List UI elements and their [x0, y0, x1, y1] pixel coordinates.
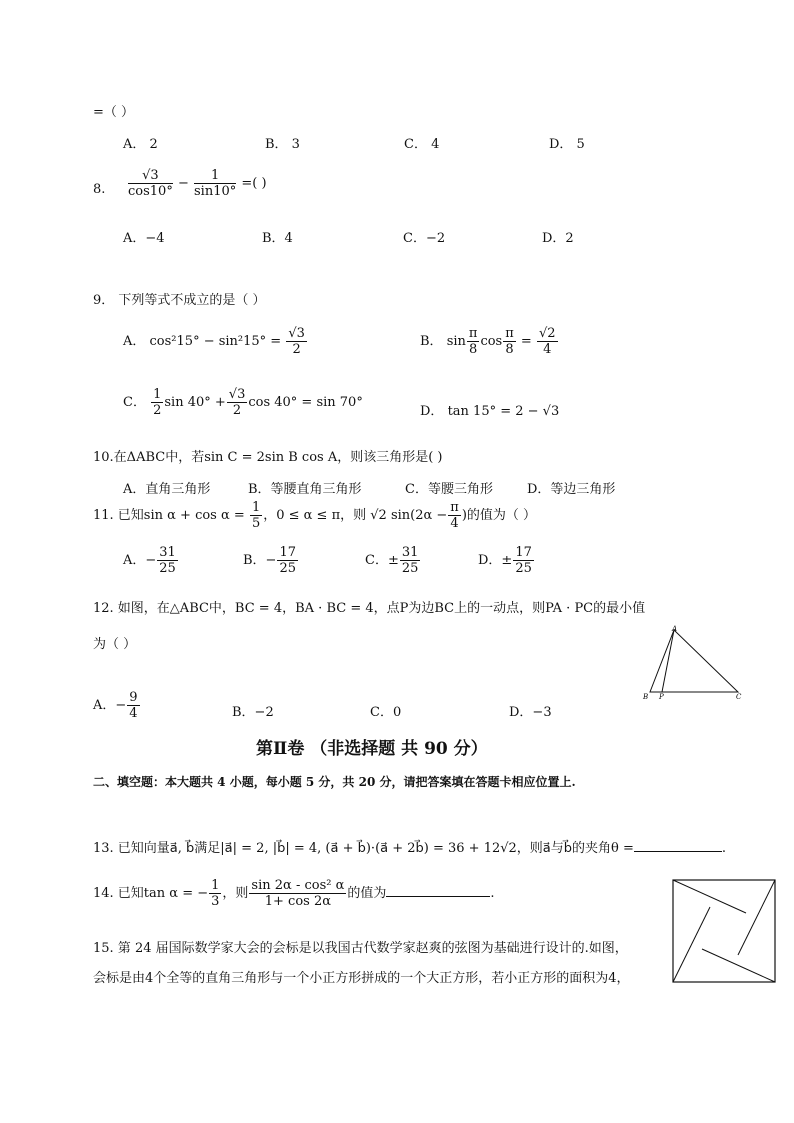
q12-triangle-figure: [640, 624, 750, 702]
figure-label-a: A: [672, 625, 678, 633]
q11-mid: ，0 ≤ α ≤ π，则 √2 sin(2α −: [263, 508, 448, 523]
q8-option-c: C．−2: [403, 231, 446, 246]
q11-option-a: [123, 545, 179, 576]
q8-option-d: D．2: [542, 231, 574, 246]
q8-tail: =( ): [241, 176, 267, 191]
q10-stem: 10.在ΔABC中，若sin C = 2sin B cos A，则该三角形是( ): [93, 450, 443, 465]
q9-d-text: tan 15° = 2 − √3: [447, 404, 560, 419]
q9-b-f2-den: 8: [505, 342, 514, 357]
q7-option-b: B． 3: [265, 137, 300, 152]
q11-d-num: 17: [515, 545, 532, 560]
q15-line1: 15. 第 24 届国际数学家大会的会标是以我国古代数学家赵爽的弦图为基础进行设计的.如图，: [93, 941, 628, 956]
q11-d-label: D．±: [478, 553, 513, 568]
q9-option-b: [420, 326, 559, 357]
q13-stem: [93, 837, 726, 856]
q14-g-num: sin 2α - cos² α: [251, 878, 345, 893]
q7-option-d: D． 5: [549, 137, 585, 152]
q11-option-c: [365, 545, 421, 576]
q9-b-f1-num: π: [468, 326, 478, 341]
q12-a-den: 4: [129, 706, 138, 721]
q13-answer-blank[interactable]: [634, 851, 722, 852]
q11-tail: )的值为（ ）: [461, 508, 537, 523]
figure-label-b: B: [643, 693, 649, 701]
q11-f-num: 1: [251, 500, 261, 515]
q9-c-t1: sin 40° +: [164, 395, 226, 410]
q10-option-c: C．等腰三角形: [405, 482, 493, 497]
q8-frac1-num: √3: [128, 168, 173, 184]
q11-option-b: [243, 545, 299, 576]
q9-c-f1-num: 1: [153, 387, 162, 402]
q8-minus: −: [177, 176, 189, 191]
q8-frac2-den: sin10°: [194, 184, 237, 199]
q9-b-eq: =: [520, 334, 532, 349]
q8-number: 8.: [93, 182, 106, 197]
q15-line2: 会标是由4个全等的直角三角形与一个小正方形拼成的一个大正方形，若小正方形的面积为4，: [93, 971, 630, 986]
q12-option-a: [93, 690, 141, 721]
q12-a-label: A．−: [93, 698, 127, 713]
q12-option-d: D．−3: [509, 705, 552, 720]
q8-frac1-den: cos10°: [128, 184, 173, 199]
q9-a-label: A．: [123, 334, 146, 349]
q13-end: .: [721, 841, 727, 856]
q14-answer-blank[interactable]: [386, 896, 490, 897]
q11-b-den: 25: [279, 561, 296, 576]
q14-stem: [93, 878, 495, 909]
q11-b-num: 17: [279, 545, 296, 560]
q8-option-a: A．−4: [123, 231, 165, 246]
q9-b-sin: sin: [446, 334, 466, 349]
q9-b-f3-den: 4: [543, 342, 552, 357]
q14-f-num: 1: [211, 878, 220, 893]
q12-line2: 为（ ）: [93, 637, 137, 652]
q9-b-label: B．: [420, 334, 443, 349]
q12-option-c: C．0: [370, 705, 402, 720]
q9-c-f2-den: 2: [232, 403, 242, 418]
q9-c-t2: cos 40° = sin 70°: [248, 395, 363, 410]
q12-option-b: B．−2: [232, 705, 274, 720]
q11-c-label: C．±: [365, 553, 399, 568]
q9-c-f2-num: √3: [228, 387, 246, 402]
q8-option-b: B．4: [262, 231, 293, 246]
q12-a-num: 9: [129, 690, 138, 705]
q11-option-d: [478, 545, 535, 576]
q11-f-den: 5: [251, 516, 261, 531]
q13-text: 13. 已知向量a⃗, b⃗满足|a⃗| = 2, |b⃗| = 4, (a⃗ + b⃗)·(a⃗ + 2b⃗) = 36 + 12√2，则a⃗与b⃗的夹角θ =: [93, 841, 634, 856]
q9-c-label: C．: [123, 395, 146, 410]
q10-option-a: A．直角三角形: [123, 482, 211, 497]
q14-tail: 的值为: [347, 886, 387, 901]
q11-a-num: 31: [159, 545, 176, 560]
q11-g-den: 4: [450, 516, 459, 531]
q9-b-f2-num: π: [505, 326, 514, 341]
figure-label-c: C: [736, 693, 742, 701]
section-title: 第Ⅱ卷 （非选择题 共 90 分）: [256, 739, 488, 759]
q14-f-den: 3: [211, 894, 220, 909]
q11-g-num: π: [450, 500, 459, 515]
q7-stem-tail: =（ ）: [93, 105, 135, 120]
q9-option-c: [123, 387, 363, 418]
q14-mid: ，则: [222, 886, 249, 901]
q10-option-b: B．等腰直角三角形: [248, 482, 362, 497]
q9-b-cos: cos: [480, 334, 503, 349]
q9-c-f1-den: 2: [153, 403, 162, 418]
q9-option-a: [123, 326, 308, 357]
q12-line1: 12. 如图，在△ABC中，BC = 4，BA · BC = 4，点P为边BC上的一动点，则PA · PC的最小值: [93, 601, 646, 616]
q11-stem: [93, 500, 536, 531]
q14-pre: 14. 已知tan α = −: [93, 886, 209, 901]
q14-end: .: [490, 886, 495, 901]
q9-option-d: [420, 400, 559, 419]
q11-c-den: 25: [401, 561, 419, 576]
q7-option-a: A． 2: [123, 137, 158, 152]
q9-b-f3-num: √2: [538, 326, 556, 341]
q7-option-c: C． 4: [404, 137, 440, 152]
figure-label-p: P: [659, 693, 664, 701]
q11-pre: 11. 已知sin α + cos α =: [93, 508, 245, 523]
q14-g-den: 1+ cos 2α: [264, 894, 332, 909]
q8-expression: [127, 168, 267, 199]
q9-stem: 9． 下列等式不成立的是（ ）: [93, 293, 266, 308]
q9-a-lhs: cos²15° − sin²15° =: [149, 334, 282, 349]
q11-d-den: 25: [515, 561, 532, 576]
q10-option-d: D．等边三角形: [527, 482, 616, 497]
q9-a-num: √3: [288, 326, 305, 341]
q9-a-den: 2: [292, 342, 301, 357]
q9-d-label: D．: [420, 404, 444, 419]
q11-c-num: 31: [401, 545, 419, 560]
q9-b-f1-den: 8: [469, 342, 478, 357]
section-subtitle: 二、填空题：本大题共 4 小题，每小题 5 分，共 20 分，请把答案填在答题卡相应位置上.: [93, 775, 576, 789]
q11-a-label: A．−: [123, 553, 157, 568]
zhao-shuang-diagram: [672, 879, 777, 984]
q11-b-label: B．−: [243, 553, 277, 568]
q8-frac2-num: 1: [194, 168, 236, 184]
q11-a-den: 25: [159, 561, 176, 576]
